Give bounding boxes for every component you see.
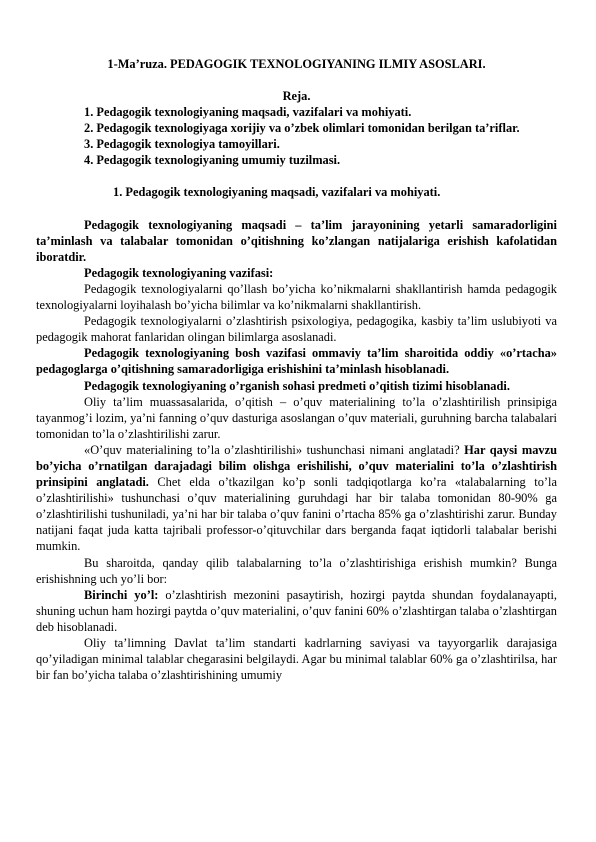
paragraph-text: «O’quv materialining to’la o’zlashtirilishi» tushunchasi nimani anglatadi? [84, 442, 465, 457]
paragraph-bold-text: Birinchi yo’l: [84, 587, 159, 602]
spacer [36, 168, 557, 184]
spacer [36, 201, 557, 217]
paragraph-text: o’zlashtirish mezonini pasaytirish, hozirgi paytda shundan foydalanayapti, shuning uchun ham hozirgi paytda o’quv materialini, o’quv fanini 60% o’zlashtirgan talaba o’zlashtirgan deb hisoblanadi. [36, 587, 558, 634]
plan-heading: Reja. [282, 89, 311, 103]
paragraph-goal: Pedagogik texnologiyaning maqsadi – ta’lim jarayonining yetarli samaradorligini ta’minlash va talabalar tomonidan o’qitishning ko’zlangan natijalariga erishish kafolatidan iboratdir. [36, 217, 557, 264]
paragraph-mixed [36, 442, 557, 555]
plan-item-1: 1. Pedagogik texnologiyaning maqsadi, vazifalari va mohiyati. [84, 105, 412, 120]
section-title: 1. Pedagogik texnologiyaning maqsadi, vazifalari va mohiyati. [113, 185, 441, 200]
paragraph-task-heading: Pedagogik texnologiyaning vazifasi: [84, 265, 274, 280]
paragraph: Bu sharoitda, qanday qilib talabalarning to’la o’zlashtirishiga erishish mumkin? Bunga erishishning uch yo’li bor: [36, 555, 557, 586]
paragraph-text: Chet elda o’tkazilgan ko’p sonli tadqiqotlarga ko’ra «talabalarning to’la o’zlashtirilishi» tushunchasi o’quv materialining guruhdagi har bir talaba tomonidan 80-90% ga o’zlashtirilishi tushuniladi, ya’ni har bir talaba o’quv fanini o’rtacha 85% ga o’zlashtirishi zarur. Bunday natijani faqat juda katta tajribali professor-o’qituvchilar dars berganda faqat iqtidorli talabalar berishi mumkin. [36, 475, 557, 554]
paragraph: Pedagogik texnologiyalarni o’zlashtirish psixologiya, pedagogika, kasbiy ta’lim uslubiyoti va pedagogik mahorat fanlaridan olingan bilimlarga asoslanadi. [36, 314, 557, 345]
paragraph: Pedagogik texnologiyalarni qo’llash bo’yicha ko’nikmalarni shakllantirish hamda pedagogik texnologiyalarni loyihalash bo’yicha bilimlar va ko’nikmalarni shakllantirish. [36, 281, 557, 313]
paragraph-main-task: Pedagogik texnologiyaning bosh vazifasi ommaviy ta’lim sharoitida oddiy «o’rtacha» pedagoglarga o’qitishning samaradorligiga erishishini ta’minlash hisoblanadi. [36, 346, 557, 377]
plan-item-3: 3. Pedagogik texnologiya tamoyillari. [84, 137, 280, 152]
paragraph-bold-text: Har qaysi mavzu bo’yicha o’rnatilgan darajadagi bilim olishga erishilishi, o’quv materialini to’la o’zlashtirish prinsipini anglatadi. [36, 442, 557, 490]
plan-item-4: 4. Pedagogik texnologiyaning umumiy tuzilmasi. [84, 153, 341, 168]
paragraph: Oliy ta’limning Davlat ta’lim standarti kadrlarning saviyasi va tayyorgarlik darajasiga qo’yiladigan minimal talablar chegarasini belgilaydi. Agar bu minimal talablar 60% ga o’zlashtirilsa, har bir fan bo’yicha talaba o’zlashtirishining umumiy [36, 636, 557, 683]
paragraph: Oliy ta’lim muassasalarida, o’qitish – o’quv materialining to’la o’zlashtirilish prinsipiga tayanmog’i lozim, ya’ni fanning o’quv dasturiga asoslangan o’quv materiali, guruhning barcha talabalari tomonidan to’la o’zlashtirilishi zarur. [36, 394, 557, 441]
document-title: 1-Ma’ruza. PEDAGOGIK TEXNOLOGIYANING ILMIY ASOSLARI. [107, 57, 486, 71]
plan-item-2: 2. Pedagogik texnologiyaga xorijiy va o’zbek olimlari tomonidan berilgan ta’riflar. [84, 121, 520, 136]
paragraph-mixed [36, 587, 557, 635]
paragraph-subject: Pedagogik texnologiyaning o’rganish sohasi predmeti o’qitish tizimi hisoblanadi. [84, 378, 510, 393]
document-page [36, 56, 557, 683]
